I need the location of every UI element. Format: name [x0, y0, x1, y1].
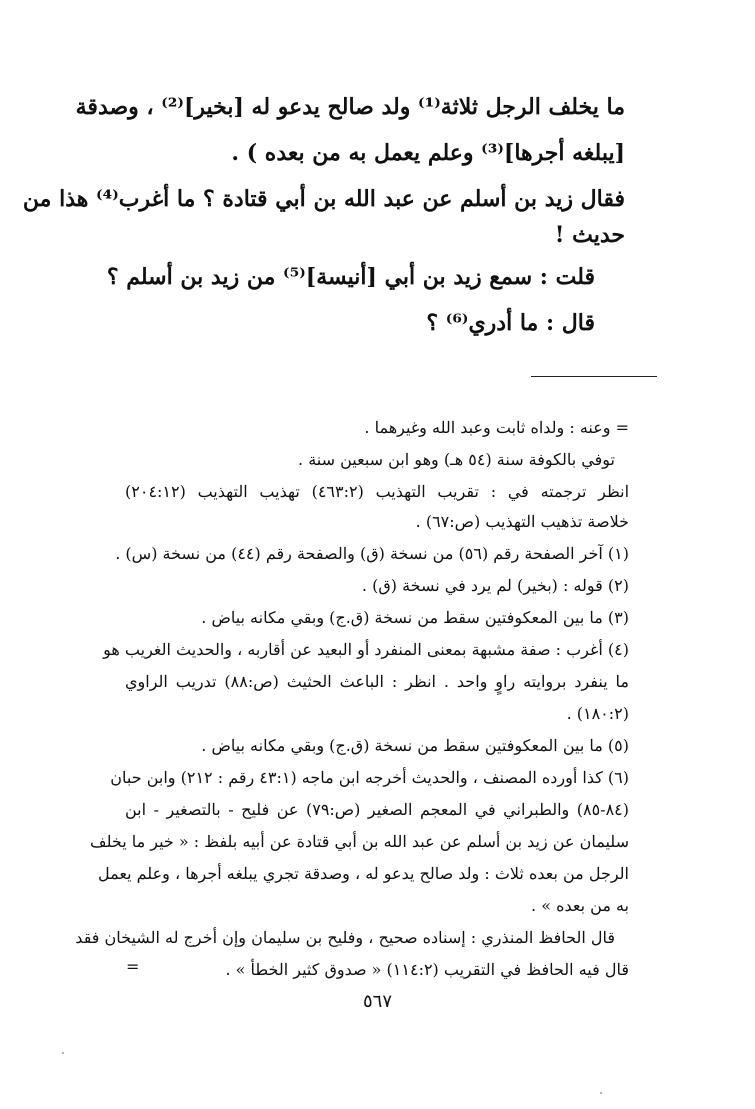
footnote-line: (٨٤-٨٥) والطبراني في المعجم الصغير (ص:٧٩) عن فليح - بالتصغير - ابن	[125, 800, 630, 819]
footnote-line: به من بعده » .	[531, 896, 629, 915]
footnote-line: (١٨٠:٢) .	[566, 704, 629, 723]
main-line: قال : ما أدري⁽⁶⁾ ؟	[426, 310, 595, 336]
footnote-separator	[531, 376, 657, 377]
footnote-line: خلاصة تذهيب التهذيب (ص:٦٧) .	[415, 512, 629, 531]
main-line: حديث !	[554, 222, 625, 248]
scan-speck	[62, 1052, 64, 1054]
footnote-line: (٦) كذا أورده المصنف ، والحديث أخرجه ابن ماجه (٤٣:١ رقم : ٢١٢) وابن حبان	[110, 768, 629, 787]
footnote-line: الرجل من بعده ثلاث : ولد صالح يدعو له ، وصدقة تجري يبلغه أجرها ، وعلم يعمل	[98, 864, 629, 883]
footnote-line: (١) آخر الصفحة رقم (٥٦) من نسخة (ق) والصفحة رقم (٤٤) من نسخة (س) .	[115, 544, 629, 563]
footnote-line: (٥) ما بين المعكوفتين سقط من نسخة (ق.ج) وبقي مكانه بياض .	[201, 736, 629, 755]
footnote-line: (٤) أغرب : صفة مشبهة بمعنى المنفرد أو البعيد عن أقاربه ، والحديث الغريب هو	[103, 640, 629, 659]
footnote-line: قال فيه الحافظ في التقريب (١١٤:٢) « صدوق كثير الخطأ » .	[225, 960, 629, 979]
footnote-line: (٢) قوله : (بخير) لم يرد في نسخة (ق) .	[361, 576, 629, 595]
scan-speck	[600, 1092, 602, 1094]
footnote-line: قال الحافظ المنذري : إسناده صحيح ، وفليح بن سليمان وإن أخرج له الشيخان فقد	[75, 928, 615, 947]
main-line: فقال زيد بن أسلم عن عبد الله بن أبي قتادة ؟ ما أغرب⁽⁴⁾ هذا من	[22, 186, 625, 212]
footnote-line: (٣) ما بين المعكوفتين سقط من نسخة (ق.ج) وبقي مكانه بياض .	[201, 608, 629, 627]
footnote-line: سليمان عن زيد بن أسلم عن عبد الله بن أبي قتادة عن أبيه بلفظ : « خير ما يخلف	[90, 832, 629, 851]
footnote-line: = وعنه : ولداه ثابت وعبد الله وغيرهما .	[364, 418, 629, 437]
main-line: قلت : سمع زيد بن أبي [أنيسة]⁽⁵⁾ من زيد بن أسلم ؟	[106, 264, 595, 290]
continuation-mark: =	[126, 957, 140, 976]
footnote-line: ما ينفرد بروايته راوٍ واحد . انظر : الباعث الحثيث (ص:٨٨) تدريب الراوي	[125, 672, 630, 691]
footnote-line: توفي بالكوفة سنة (٥٤ هـ) وهو ابن سبعين سنة .	[298, 450, 615, 469]
page-number: ٥٦٧	[362, 991, 392, 1012]
main-line: [يبلغه أجرها]⁽³⁾ وعلم يعمل به من بعده ) .	[231, 140, 625, 166]
main-line: ما يخلف الرجل ثلاثة⁽¹⁾ ولد صالح يدعو له [بخير]⁽²⁾ ، وصدقة	[75, 94, 625, 120]
footnote-line: انظر ترجمته في : تقريب التهذيب (٤٦٣:٢) تهذيب التهذيب (٢٠٤:١٢)	[125, 482, 630, 501]
